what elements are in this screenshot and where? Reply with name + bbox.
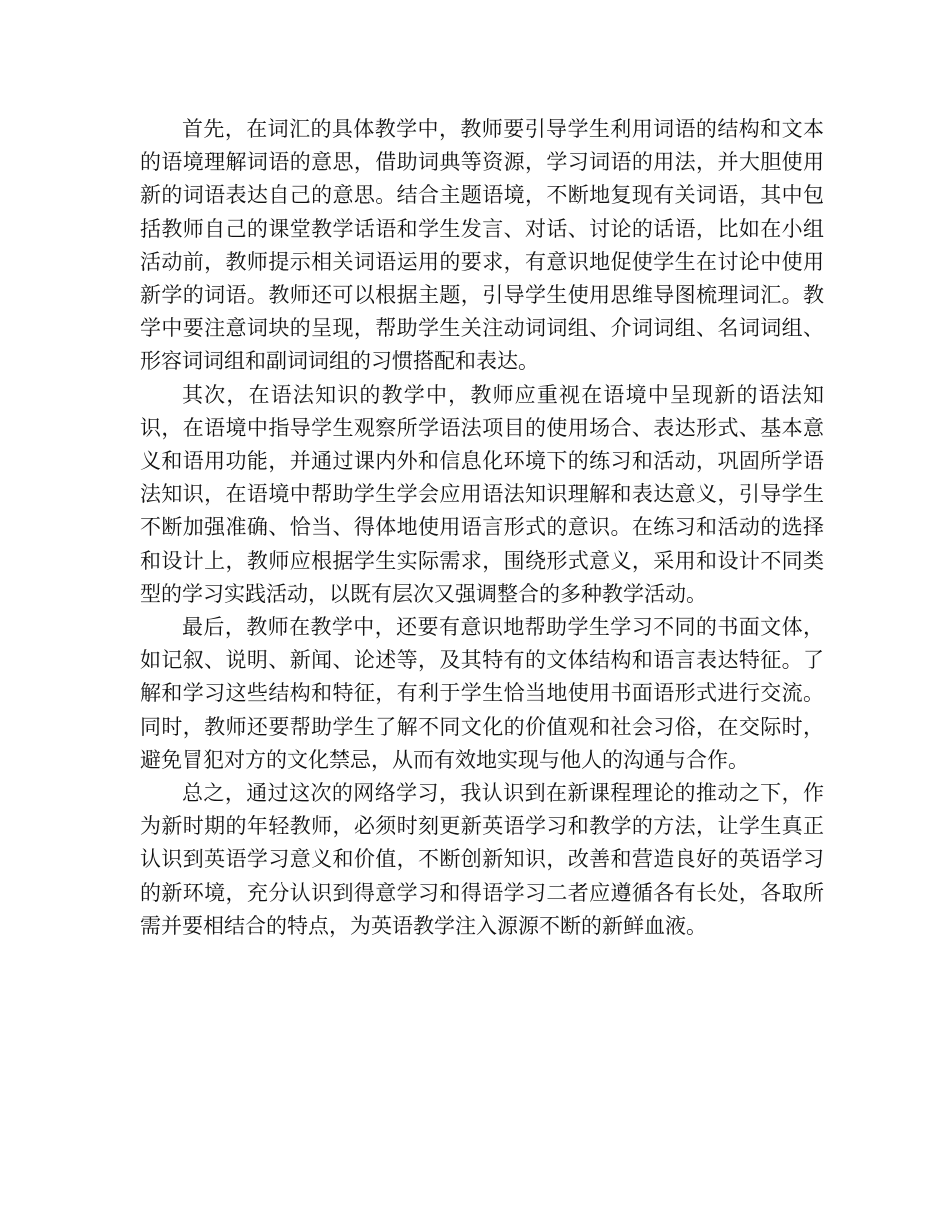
paragraph-grammar: 其次，在语法知识的教学中，教师应重视在语境中呈现新的语法知识，在语境中指导学生观察所学语法项目的使用场合、表达形式、基本意义和语用功能，并通过课内外和信息化环境下的练习和活动，巩固所学语法知识，在语境中帮助学生学会应用语法知识理解和表达意义，引导学生不断加强准确、恰当、得体地使用语言形式的意识。在练习和活动的选择和设计上，教师应根据学生实际需求，围绕形式意义，采用和设计不同类型的学习实践活动，以既有层次又强调整合的多种教学活动。 xyxy=(140,382,824,606)
paragraph-conclusion: 总之，通过这次的网络学习，我认识到在新课程理论的推动之下，作为新时期的年轻教师，必须时刻更新英语学习和教学的方法，让学生真正认识到英语学习意义和价值，不断创新知识，改善和营造良好的英语学习的新环境，充分认识到得意学习和得语学习二者应遵循各有长处，各取所需并要相结合的特点，为英语教学注入源源不断的新鲜血液。 xyxy=(140,781,824,938)
document-page xyxy=(140,113,824,943)
paragraph-vocabulary: 首先，在词汇的具体教学中，教师要引导学生利用词语的结构和文本的语境理解词语的意思，借助词典等资源，学习词语的用法，并大胆使用新的词语表达自己的意思。结合主题语境，不断地复现有关词语，其中包括教师自己的课堂教学话语和学生发言、对话、讨论的话语，比如在小组活动前，教师提示相关词语运用的要求，有意识地促使学生在讨论中使用新学的词语。教师还可以根据主题，引导学生使用思维导图梳理词汇。教学中要注意词块的呈现，帮助学生关注动词词组、介词词组、名词词组、形容词词组和副词词组的习惯搭配和表达。 xyxy=(140,117,824,374)
paragraph-written-genres: 最后，教师在教学中，还要有意识地帮助学生学习不同的书面文体，如记叙、说明、新闻、论述等，及其特有的文体结构和语言表达特征。了解和学习这些结构和特征，有利于学生恰当地使用书面语形式进行交流。同时，教师还要帮助学生了解不同文化的价值观和社会习俗，在交际时，避免冒犯对方的文化禁忌，从而有效地实现与他人的沟通与合作。 xyxy=(140,615,824,772)
